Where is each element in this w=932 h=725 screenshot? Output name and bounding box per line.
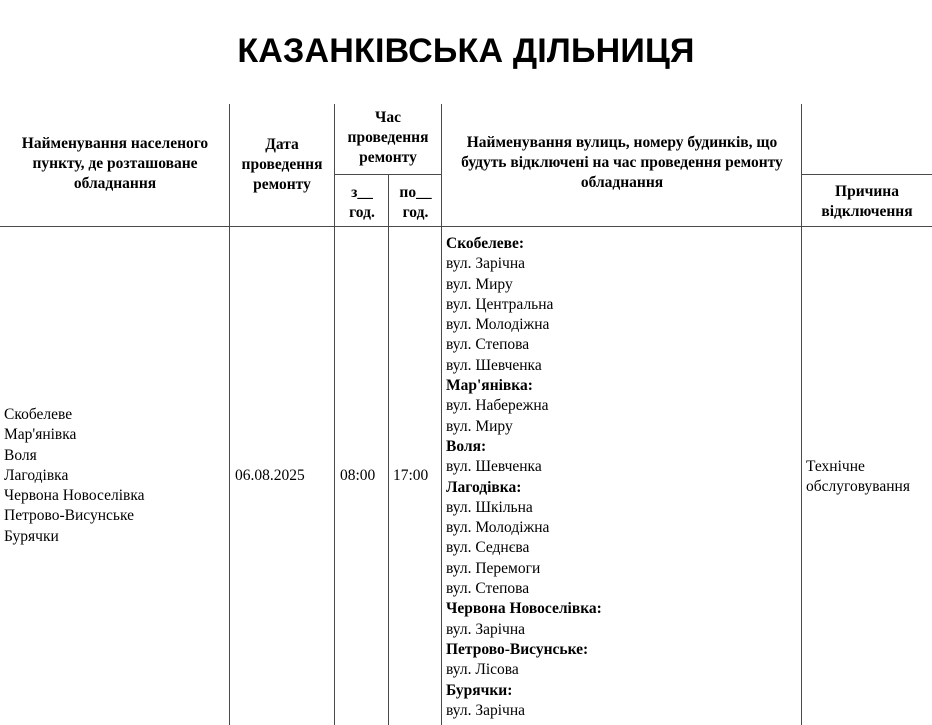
grid-line <box>334 174 441 175</box>
street-item: вул. Зарічна <box>446 620 526 638</box>
street-item: вул. Шевченка <box>446 458 542 476</box>
list-item: Червона Новоселівка <box>4 487 145 505</box>
streets-list <box>446 234 800 721</box>
street-item: вул. Набережна <box>446 397 549 415</box>
street-item: вул. Седнєва <box>446 539 530 557</box>
village-heading: Лагодівка: <box>446 478 522 496</box>
village-heading: Бурячки: <box>446 681 513 699</box>
header-reason: Причина відключення <box>821 183 913 220</box>
street-item: вул. Миру <box>446 275 513 293</box>
settlements-list <box>4 405 228 547</box>
grid-line <box>388 175 389 725</box>
street-item: вул. Шкільна <box>446 498 533 516</box>
list-item: Бурячки <box>4 527 59 545</box>
street-item: вул. Молодіжна <box>446 519 550 537</box>
list-item: Скобелеве <box>4 406 73 423</box>
grid-line <box>229 104 230 725</box>
street-item: вул. Степова <box>446 336 530 354</box>
street-item: вул. Молодіжна <box>446 316 550 334</box>
grid-line <box>0 226 932 227</box>
header-time-to: по__ год. <box>399 184 432 221</box>
outage-reason: Технічне обслуговування <box>806 458 910 496</box>
street-item: вул. Перемоги <box>446 559 541 577</box>
village-heading: Воля: <box>446 437 487 455</box>
village-heading: Червона Новоселівка: <box>446 600 602 618</box>
street-item: вул. Лісова <box>446 661 519 679</box>
list-item: Петрово-Висунське <box>4 507 134 525</box>
street-item: вул. Степова <box>446 580 530 598</box>
list-item: Лагодівка <box>4 466 69 484</box>
list-item: Мар'янівка <box>4 426 77 444</box>
header-streets: Найменування вулиць, номеру будинків, що будуть відключені на час проведення ремонту обладнання <box>461 134 783 191</box>
village-heading: Скобелеве: <box>446 235 525 252</box>
header-settlement: Найменування населеного пункту, де розташоване обладнання <box>21 135 209 192</box>
grid-line <box>441 104 442 725</box>
village-heading: Мар'янівка: <box>446 377 533 395</box>
header-time-from: з__ год. <box>349 184 375 221</box>
header-date: Дата проведення ремонту <box>241 136 323 193</box>
grid-line <box>334 104 335 725</box>
street-item: вул. Шевченка <box>446 356 542 374</box>
street-item: вул. Миру <box>446 417 513 435</box>
list-item: Воля <box>4 446 37 464</box>
street-item: вул. Зарічна <box>446 701 526 719</box>
page-title: КАЗАНКІВСЬКА ДІЛЬНИЦЯ <box>237 32 695 70</box>
street-item: вул. Центральна <box>446 295 554 313</box>
village-heading: Петрово-Висунське: <box>446 640 589 658</box>
time-to-value: 17:00 <box>393 467 429 484</box>
street-item: вул. Зарічна <box>446 255 526 273</box>
repair-date: 06.08.2025 <box>235 467 305 484</box>
header-time: Час проведення ремонту <box>347 109 429 166</box>
grid-line <box>801 174 932 175</box>
grid-line <box>801 104 802 725</box>
time-from-value: 08:00 <box>340 467 376 484</box>
